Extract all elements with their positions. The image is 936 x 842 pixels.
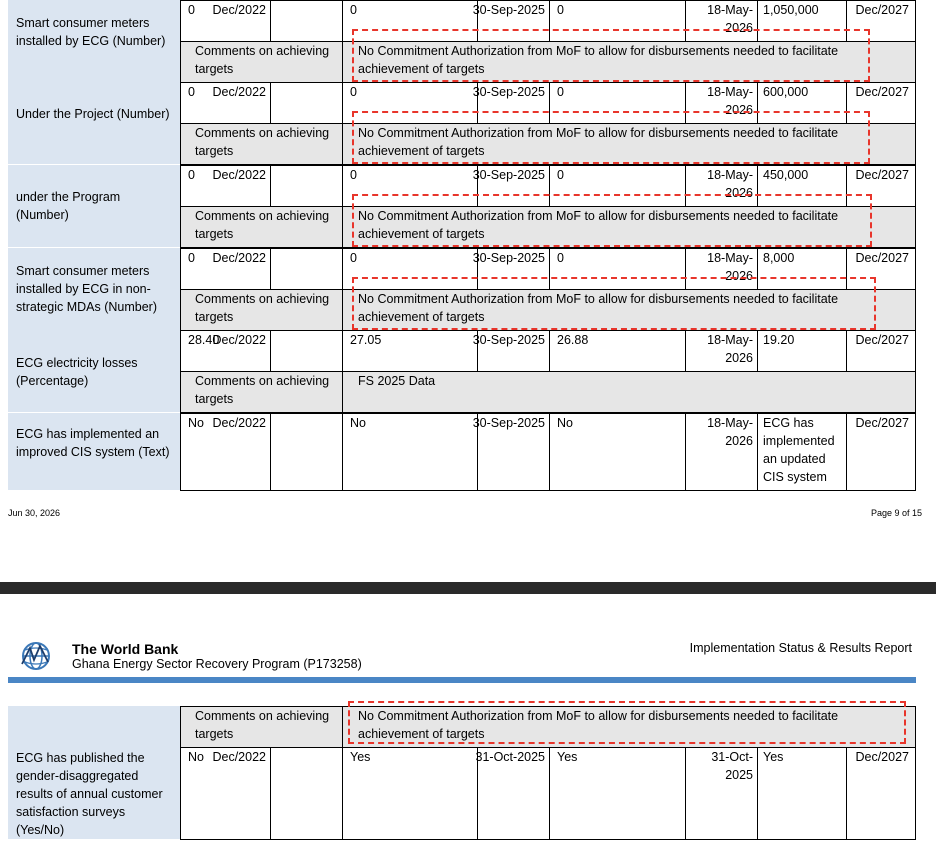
grid-line xyxy=(757,413,758,490)
grid-line xyxy=(915,706,916,747)
current-date: 18-May-2026 xyxy=(707,251,753,283)
previous-date: 30-Sep-2025 xyxy=(472,168,545,182)
grid-line xyxy=(757,330,758,371)
grid-line xyxy=(915,413,916,490)
current-value: No xyxy=(557,416,573,430)
current-date: 18-May-2026 xyxy=(707,168,753,200)
report-title: Implementation Status & Results Report xyxy=(689,641,912,655)
current-value: 0 xyxy=(557,168,564,182)
grid-line xyxy=(685,330,686,371)
indicator-label: Under the Project (Number) xyxy=(16,107,170,121)
grid-line xyxy=(549,330,550,371)
grid-line xyxy=(915,82,916,164)
indicator-label: Smart consumer meters installed by ECG (Number) xyxy=(16,16,166,48)
target-value: 19.20 xyxy=(763,333,795,347)
org-name: The World Bank xyxy=(72,641,179,657)
current-date: 18-May-2026 xyxy=(707,85,753,117)
indicator-label: ECG has published the gender-disaggregated results of annual customer satisfaction surveys (Yes/No) xyxy=(16,751,163,837)
target-value: 600,000 xyxy=(763,85,809,99)
previous-date: 30-Sep-2025 xyxy=(472,251,545,265)
world-bank-globe-icon xyxy=(20,640,52,672)
comment-highlight-box xyxy=(352,277,876,330)
header-rule xyxy=(8,677,916,683)
grid-line xyxy=(915,330,916,412)
target-value: ECG has implemented an updated CIS system xyxy=(763,416,835,484)
comment-text: No Commitment Authorization from MoF to allow for disbursements needed to facilitate achievement of targets xyxy=(358,44,839,76)
current-value: 0 xyxy=(557,251,564,265)
grid-line xyxy=(180,706,181,747)
current-date: 18-May-2026 xyxy=(707,333,753,365)
current-date: 31-Oct-2025 xyxy=(711,750,753,782)
comment-text: No Commitment Authorization from MoF to allow for disbursements needed to facilitate achievement of targets xyxy=(358,126,839,158)
current-value: Yes xyxy=(557,750,578,764)
baseline-date: Dec/2022 xyxy=(212,416,266,430)
previous-date: 30-Sep-2025 xyxy=(472,333,545,347)
comments-label: Comments on achieving targets xyxy=(195,292,330,324)
previous-value: 27.05 xyxy=(350,333,382,347)
grid-line xyxy=(342,0,343,41)
current-date: 18-May-2026 xyxy=(707,416,753,448)
grid-line xyxy=(342,413,343,490)
grid-line xyxy=(549,413,550,490)
target-date: Dec/2027 xyxy=(855,85,909,99)
previous-date: 30-Sep-2025 xyxy=(472,3,545,17)
grid-line xyxy=(342,165,343,206)
baseline-value: No xyxy=(188,750,204,764)
indicator-label: ECG electricity losses (Percentage) xyxy=(16,356,138,388)
grid-line xyxy=(757,747,758,839)
baseline-value: No xyxy=(188,416,204,430)
grid-line xyxy=(915,248,916,330)
baseline-value: 0 xyxy=(188,251,195,265)
comment-highlight-box xyxy=(348,701,906,744)
grid-line xyxy=(342,248,343,289)
indicator-label-cell xyxy=(8,82,180,164)
comments-label: Comments on achieving targets xyxy=(195,126,330,158)
baseline-date: Dec/2022 xyxy=(212,251,266,265)
grid-line xyxy=(180,839,916,840)
grid-line xyxy=(342,371,343,412)
grid-line xyxy=(342,41,343,82)
comments-label: Comments on achieving targets xyxy=(195,374,330,406)
current-value: 26.88 xyxy=(557,333,589,347)
comments-label: Comments on achieving targets xyxy=(195,709,330,741)
indicator-label: ECG has implemented an improved CIS system (Text) xyxy=(16,427,170,459)
grid-line xyxy=(685,747,686,839)
baseline-date: Dec/2022 xyxy=(212,85,266,99)
target-value: 8,000 xyxy=(763,251,795,265)
grid-line xyxy=(342,747,343,839)
previous-value: 0 xyxy=(350,251,357,265)
target-date: Dec/2027 xyxy=(855,168,909,182)
footer-page: Page 9 of 15 xyxy=(870,508,922,518)
page-separator xyxy=(0,582,936,594)
grid-line xyxy=(915,747,916,839)
baseline-date: Dec/2022 xyxy=(212,168,266,182)
comment-highlight-box xyxy=(352,111,870,164)
target-date: Dec/2027 xyxy=(855,416,909,430)
target-date: Dec/2027 xyxy=(855,333,909,347)
baseline-date: Dec/2022 xyxy=(212,750,266,764)
baseline-date: Dec/2022 xyxy=(212,3,266,17)
comments-label: Comments on achieving targets xyxy=(195,209,330,241)
previous-value: 0 xyxy=(350,85,357,99)
grid-line xyxy=(342,706,343,747)
target-value: 450,000 xyxy=(763,168,809,182)
target-date: Dec/2027 xyxy=(855,3,909,17)
current-value: 0 xyxy=(557,3,564,17)
baseline-value: 0 xyxy=(188,85,195,99)
target-value: Yes xyxy=(763,750,784,764)
grid-line xyxy=(342,330,343,371)
comment-text: No Commitment Authorization from MoF to allow for disbursements needed to facilitate achievement of targets xyxy=(358,209,839,241)
grid-line xyxy=(915,0,916,82)
baseline-value: 28.40 xyxy=(188,333,220,347)
grid-line xyxy=(342,206,343,247)
grid-line xyxy=(342,289,343,330)
current-date: 18-May-2026 xyxy=(707,3,753,35)
target-value: 1,050,000 xyxy=(763,3,819,17)
baseline-value: 0 xyxy=(188,168,195,182)
comments-label: Comments on achieving targets xyxy=(195,44,330,76)
grid-line xyxy=(342,123,343,164)
grid-line xyxy=(915,165,916,247)
current-value: 0 xyxy=(557,85,564,99)
indicator-label-cell xyxy=(8,706,180,747)
grid-line xyxy=(342,82,343,123)
target-date: Dec/2027 xyxy=(855,750,909,764)
grid-line xyxy=(549,747,550,839)
comment-text: FS 2025 Data xyxy=(358,374,436,388)
comment-highlight-box xyxy=(352,194,872,247)
comment-text: No Commitment Authorization from MoF to allow for disbursements needed to facilitate achievement of targets xyxy=(358,292,839,324)
previous-value: 0 xyxy=(350,3,357,17)
program-name: Ghana Energy Sector Recovery Program (P173258) xyxy=(72,657,362,671)
comment-highlight-box xyxy=(352,29,870,82)
previous-date: 31-Oct-2025 xyxy=(475,750,545,764)
previous-value: No xyxy=(350,416,366,430)
previous-value: 0 xyxy=(350,168,357,182)
baseline-value: 0 xyxy=(188,3,195,17)
comment-text: No Commitment Authorization from MoF to allow for disbursements needed to facilitate achievement of targets xyxy=(358,709,839,741)
previous-date: 30-Sep-2025 xyxy=(472,416,545,430)
previous-date: 30-Sep-2025 xyxy=(472,85,545,99)
indicator-label: Smart consumer meters installed by ECG in non-strategic MDAs (Number) xyxy=(16,264,157,314)
footer-date: Jun 30, 2026 xyxy=(8,508,61,518)
previous-value: Yes xyxy=(350,750,371,764)
grid-line xyxy=(180,490,916,491)
grid-line xyxy=(685,413,686,490)
indicator-label: under the Program (Number) xyxy=(16,190,121,222)
baseline-date: Dec/2022 xyxy=(212,333,266,347)
target-date: Dec/2027 xyxy=(855,251,909,265)
